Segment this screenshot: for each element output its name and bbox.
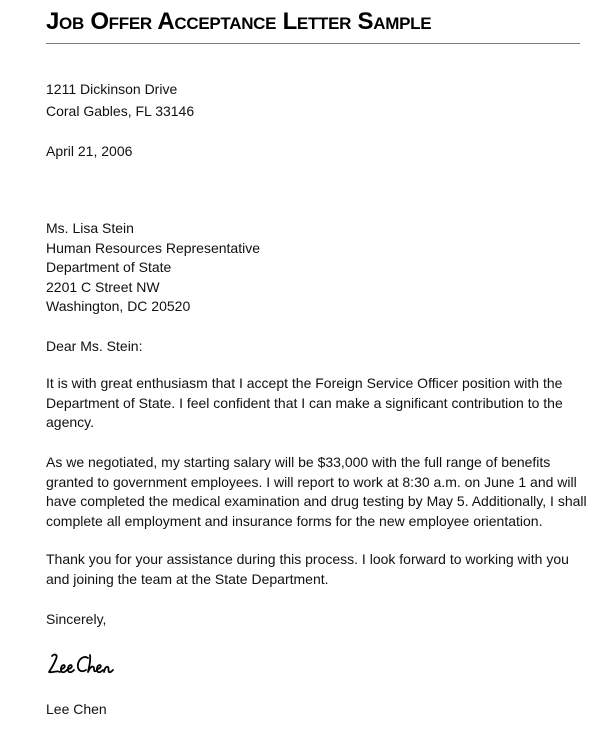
paragraph-line: and joining the team at the State Department. [46, 570, 329, 587]
title-divider [46, 43, 580, 44]
paragraph-salary-terms [46, 453, 587, 531]
paragraph-line: It is with great enthusiasm that I accept the Foreign Service Officer position with the [46, 375, 563, 391]
letter-title: Job Offer Acceptance Letter Sample [46, 8, 432, 35]
recipient-title: Human Resources Representative [46, 240, 260, 256]
letter-date: April 21, 2006 [46, 143, 133, 159]
sender-address-line2: Coral Gables, FL 33146 [46, 103, 195, 119]
paragraph-line: As we negotiated, my starting salary will be $33,000 with the full range of benefits [46, 454, 551, 470]
recipient-street: 2201 C Street NW [46, 279, 160, 295]
paragraph-line: Thank you for your assistance during this process. I look forward to working with you [46, 551, 569, 567]
signer-name: Lee Chen [46, 701, 107, 717]
paragraph-line: complete all employment and insurance forms for the new employee orientation. [46, 512, 543, 529]
sender-address-line1: 1211 Dickinson Drive [46, 81, 178, 97]
recipient-city: Washington, DC 20520 [46, 298, 191, 314]
paragraph-line: Department of State. I feel confident that I can make a significant contribution to the [46, 394, 563, 411]
closing: Sincerely, [46, 611, 107, 627]
recipient-organization: Department of State [46, 259, 172, 275]
handwritten-signature [46, 650, 116, 680]
paragraph-line: have completed the medical examination and drug testing by May 5. Additionally, I shall [46, 493, 587, 509]
paragraph-line: granted to government employees. I will report to work at 8:30 a.m. on June 1 and will [46, 473, 577, 490]
paragraph-thanks [46, 550, 569, 589]
salutation: Dear Ms. Stein: [46, 338, 143, 354]
paragraph-acceptance [46, 374, 563, 433]
recipient-name: Ms. Lisa Stein [46, 220, 134, 236]
paragraph-line: agency. [46, 414, 94, 430]
